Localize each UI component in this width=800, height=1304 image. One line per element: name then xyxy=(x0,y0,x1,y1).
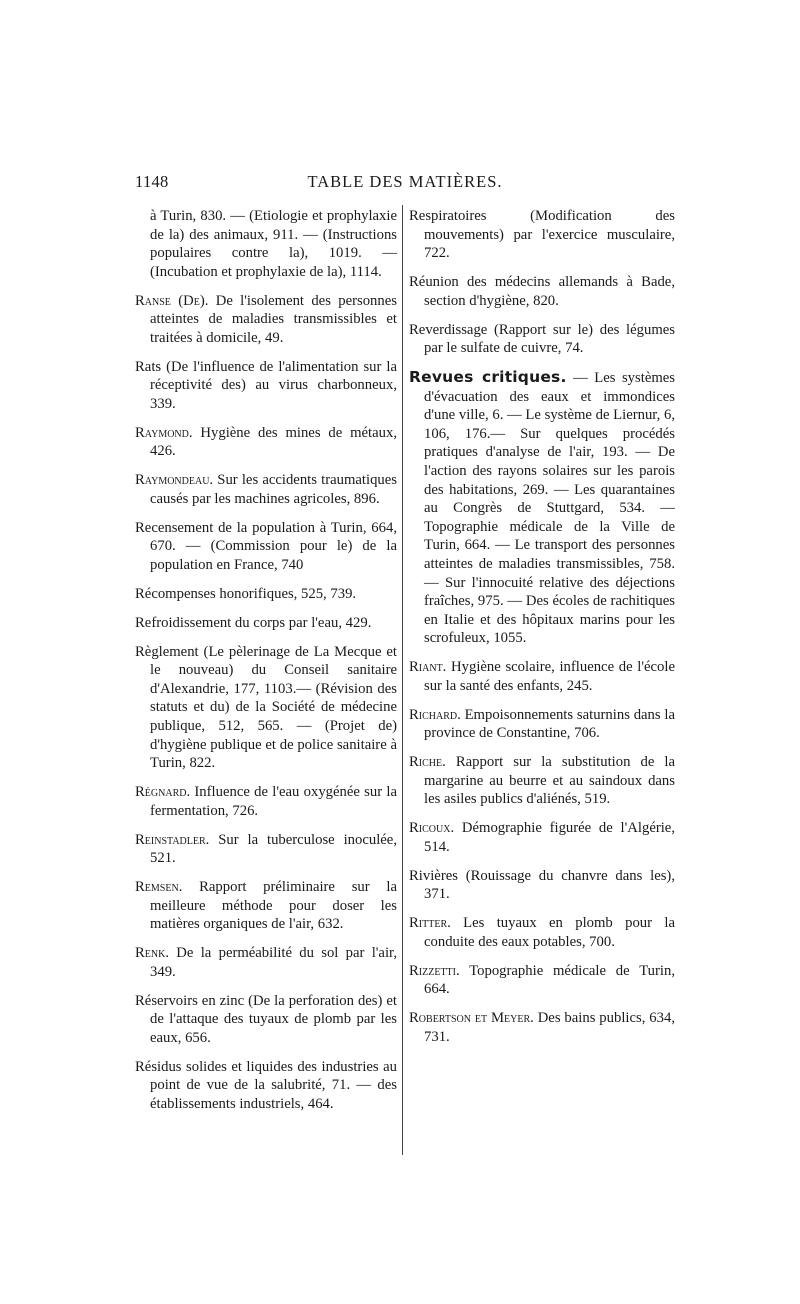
index-entry xyxy=(135,207,397,281)
index-entry xyxy=(135,1058,397,1114)
index-entry xyxy=(135,944,397,981)
entry-text: Réservoirs en zinc (De la perforation des) et de l'attaque des tuyaux de plomb par les eaux, 656. xyxy=(135,992,397,1046)
index-entry xyxy=(135,783,397,820)
entry-heading: Richard. xyxy=(409,706,461,723)
index-entry xyxy=(409,368,675,648)
page-header xyxy=(135,172,675,196)
entry-heading: Ranse (De). xyxy=(135,292,209,309)
entry-heading: Robertson et Meyer. xyxy=(409,1010,534,1027)
index-entry xyxy=(135,831,397,868)
entry-text: Influence de l'eau oxygénée sur la fermentation, 726. xyxy=(150,784,397,819)
index-entry xyxy=(409,207,675,263)
index-entry xyxy=(135,471,397,508)
entry-heading: Reinstadler. xyxy=(135,831,210,848)
entry-text: De la perméabilité du sol par l'air, 349. xyxy=(150,945,397,980)
right-column xyxy=(409,207,675,1057)
entry-heading: Régnard. xyxy=(135,784,191,801)
entry-heading: Rizzetti. xyxy=(409,962,460,979)
entry-heading: Raymond. xyxy=(135,424,193,441)
entry-text: De l'isolement des personnes atteintes de maladies transmissibles et traitées à domicile, 49. xyxy=(150,292,397,346)
entry-text: Recensement de la population à Turin, 664, 670. — (Commission pour le) de la population en France, 740 xyxy=(135,519,397,573)
entry-text: Topographie médicale de Turin, 664. xyxy=(424,962,675,998)
running-title: TABLE DES MATIÈRES. xyxy=(307,172,503,191)
index-entry xyxy=(409,1009,675,1046)
entry-text: Hygiène des mines de métaux, 426. xyxy=(150,424,397,460)
entry-text: Résidus solides et liquides des industries au point de vue de la salubrité, 71. — des établissements industriels, 464. xyxy=(135,1058,397,1112)
entry-heading: Remsen. xyxy=(135,879,183,896)
left-column xyxy=(135,207,397,1124)
entry-text: Rapport préliminaire sur la meilleure méthode pour doser les matières organiques de l'air, 632. xyxy=(150,879,397,933)
entry-text: Hygiène scolaire, influence de l'école sur la santé des enfants, 245. xyxy=(424,659,675,694)
entry-heading: Raymondeau. xyxy=(135,472,214,489)
index-entry xyxy=(409,914,675,951)
index-entry xyxy=(135,878,397,934)
entry-text: Des bains publics, 634, 731. xyxy=(424,1010,675,1045)
index-entry xyxy=(409,867,675,904)
index-entry xyxy=(135,643,397,773)
entry-text: — Les systèmes d'évacuation des eaux et immondices d'une ville, 6. — Le système de Liernur, 6, 106, 176.— Sur quelques procédés pratiques d'analyse de l'air, 193. — De l'action des rayons solaires sur les parois des habitations, 269. — Les quarantaines au Congrès de Stuttgard, 534. — Topographie médicale de la Ville de Turin, 664. — Le transport des personnes atteintes de maladies transmissibles, 758. — Sur l'innocuité relative des déjections fraîches, 975. — Des écoles de rachitiques en Italie et des hôpitaux marins pour les scrofuleux, 1055. xyxy=(424,370,675,647)
index-entry xyxy=(409,321,675,358)
entry-text: Les tuyaux en plomb pour la conduite des eaux potables, 700. xyxy=(424,915,675,950)
index-entry xyxy=(409,753,675,809)
index-entry xyxy=(409,962,675,999)
column-divider xyxy=(402,205,403,1155)
entry-heading: Renk. xyxy=(135,945,170,962)
index-entry xyxy=(409,819,675,856)
entry-text: Rivières (Rouissage du chanvre dans les), 371. xyxy=(409,867,675,903)
entry-text: Démographie figurée de l'Algérie, 514. xyxy=(424,820,675,855)
index-entry xyxy=(135,519,397,575)
entry-heading: Ricoux. xyxy=(409,820,455,837)
index-entry xyxy=(409,706,675,743)
entry-heading: Ritter. xyxy=(409,915,451,932)
index-entry xyxy=(409,273,675,310)
entry-text: Réunion des médecins allemands à Bade, section d'hygiène, 820. xyxy=(409,274,675,309)
index-entry xyxy=(135,992,397,1048)
entry-text: Récompenses honorifiques, 525, 739. xyxy=(135,585,357,602)
entry-text: Refroidissement du corps par l'eau, 429. xyxy=(135,614,372,631)
index-entry xyxy=(135,292,397,348)
entry-text: Reverdissage (Rapport sur le) des légumes par le sulfate de cuivre, 74. xyxy=(409,321,675,357)
page-number: 1148 xyxy=(135,172,169,191)
entry-text: Respiratoires (Modification des mouvements) par l'exercice musculaire, 722. xyxy=(409,208,675,262)
entry-text: Empoisonnements saturnins dans la province de Constantine, 706. xyxy=(424,706,675,742)
index-entry xyxy=(409,658,675,695)
index-entry xyxy=(135,614,397,633)
index-entry xyxy=(135,585,397,604)
entry-heading: Revues critiques. xyxy=(409,368,567,387)
index-entry xyxy=(135,424,397,461)
entry-text: à Turin, 830. — (Etiologie et prophylaxie de la) des animaux, 911. — (Instructions populaires contre la), 1019. — (Incubation et prophylaxie de la), 1114. xyxy=(150,208,397,280)
index-entry xyxy=(135,358,397,414)
entry-text: Rapport sur la substitution de la margarine au beurre et au saindoux dans les asiles publics d'aliénés, 519. xyxy=(424,754,675,808)
entry-text: Sur la tuberculose inoculée, 521. xyxy=(150,831,397,867)
entry-heading: Riche. xyxy=(409,754,446,771)
entry-text: Rats (De l'influence de l'alimentation sur la réceptivité des) au virus charbonneux, 339. xyxy=(135,358,397,412)
entry-text: Sur les accidents traumatiques causés par les machines agricoles, 896. xyxy=(150,472,397,507)
entry-text: Règlement (Le pèlerinage de La Mecque et le nouveau) du Conseil sanitaire d'Alexandrie, 177, 1103.— (Révision des statuts et du) de la Société de médecine publique, 512, 565. — (Projet de) d'hygiène publique et de police sanitaire à Turin, 822. xyxy=(135,643,397,772)
entry-heading: Riant. xyxy=(409,659,447,676)
